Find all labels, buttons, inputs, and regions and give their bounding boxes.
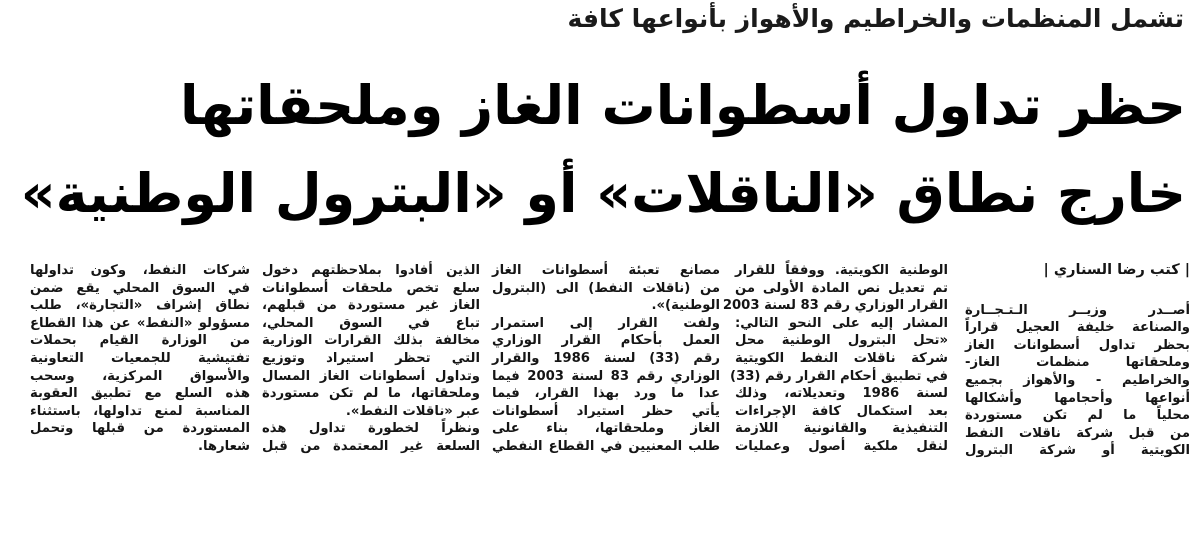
text-line: من (ناقلات النفط) الى (البترول [492,280,720,296]
text-line: هذه السلع مع تطبيق العقوبة [30,386,250,402]
text-line: من الوزارة القيام بحملات [30,333,250,349]
headline-line-1: حظر تداول أسطوانات الغاز وملحقاتها [179,74,1186,137]
text-line: وملحقاتها، ما لم تكن مستوردة [262,386,480,402]
article-column-1 [965,262,1190,460]
text-line: نطاق إشراف «التجارة»، طلب [30,298,250,314]
article-column-2 [722,262,949,456]
text-line: الوطنية)». [651,298,720,314]
article-column-5 [30,262,250,456]
text-line: مسؤولو «النفط» عن هذا القطاع [30,315,250,331]
text-line: تفتيشية للجمعيات التعاونية [30,350,250,366]
text-line: ولفت القرار إلى استمرار [492,315,720,331]
text-line: الذين أفادوا بملاحظتهم دخول [262,263,480,278]
text-line: المناسبة لمنع تداولها، باستثناء [30,403,250,419]
text-line: مخالفة بذلك القرارات الوزارية [262,333,480,349]
text-line: طلب المعنيين في القطاع النفطي [492,438,720,454]
text-line: في تطبيق أحكام القرار رقم (33) [730,368,948,384]
article-column-3 [492,262,720,456]
text-line: بعد استكمال كافة الإجراءات [735,403,948,419]
text-line: الكويتية أو شركة البترول [965,443,1190,459]
text-line: عبر «ناقلات النفط». [345,403,480,419]
text-line: السلعة غير المعتمدة من قبل [262,438,480,454]
text-line: رقم (33) لسنة 1986 والقرار [492,350,720,366]
text-line: أنواعها وأحجامها وأشكالها [965,390,1190,406]
text-line: والصناعة خليفة العجيل قراراً [965,320,1190,336]
text-line: أصــدر وزيــر الـتـجــارة [965,302,1190,318]
text-line: الوطنية الكويتية. ووفقاً للقرار [735,263,948,278]
article-kicker: تشمل المنظمات والخراطيم والأهواز بأنواعها كافة [567,4,1184,33]
text-line: والأسواق المركزية، وسحب [30,368,250,384]
text-line: سلع تخص ملحقات أسطوانات [262,280,480,296]
text-line: الوزاري رقم 83 لسنة 2003 فيما [492,368,720,384]
text-line: من قبل شركة ناقلات النفط [965,425,1190,441]
text-line: لسنة 1986 وتعديلاته، وذلك [735,386,949,402]
text-line: المستوردة من قبلها وتحمل [30,421,250,437]
headline-line-2: خارج نطاق «الناقلات» أو «البترول الوطنية» [20,162,1186,225]
article-column-4 [262,262,480,456]
text-line: والخراطيم - والأهواز بجميع [965,372,1190,388]
text-line: محلياً ما لم تكن مستوردة [965,408,1190,424]
text-line: المشار إليه على النحو التالي: [735,315,948,331]
text-line: بحظر تداول أسطوانات الغاز [965,337,1190,353]
text-line: الغاز وملحقاتها، بناء على [492,421,720,437]
text-line: عدا ما ورد بهذا القرار، فيما [492,386,720,402]
text-line: الغاز غير مستوردة من قبلهم، [262,298,480,314]
text-line: شركة ناقلات النفط الكويتية [735,350,948,366]
text-line: العمل بأحكام القرار الوزاري [492,333,720,349]
text-line: شركات النفط، وكون تداولها [30,263,250,278]
text-line: التنفيذية والقانونية اللازمة [735,421,948,437]
text-line: تم تعديل نص المادة الأولى من [735,280,948,296]
text-line: لنقل ملكية أصول وعمليات [735,438,948,454]
text-line: شعارها. [197,438,250,454]
byline: | كتب رضا السناري | [1043,262,1190,278]
text-line: وتداول أسطوانات الغاز المسال [262,368,480,384]
text-line: ونظراً لخطورة تداول هذه [262,421,480,437]
text-line: القرار الوزاري رقم 83 لسنة 2003 [722,298,948,314]
text-line: تباع في السوق المحلي، [262,315,480,331]
text-line: التي تحظر استيراد وتوزيع [262,350,480,366]
text-line: في السوق المحلي يقع ضمن [30,280,250,296]
text-line: وملحقاتها منظمات الغاز- [965,355,1190,371]
text-line: «تحل البترول الوطنية محل [735,333,948,349]
text-line: يأتي حظر استيراد أسطوانات [492,403,720,419]
text-line: مصانع تعبئة أسطوانات الغاز [492,263,720,278]
